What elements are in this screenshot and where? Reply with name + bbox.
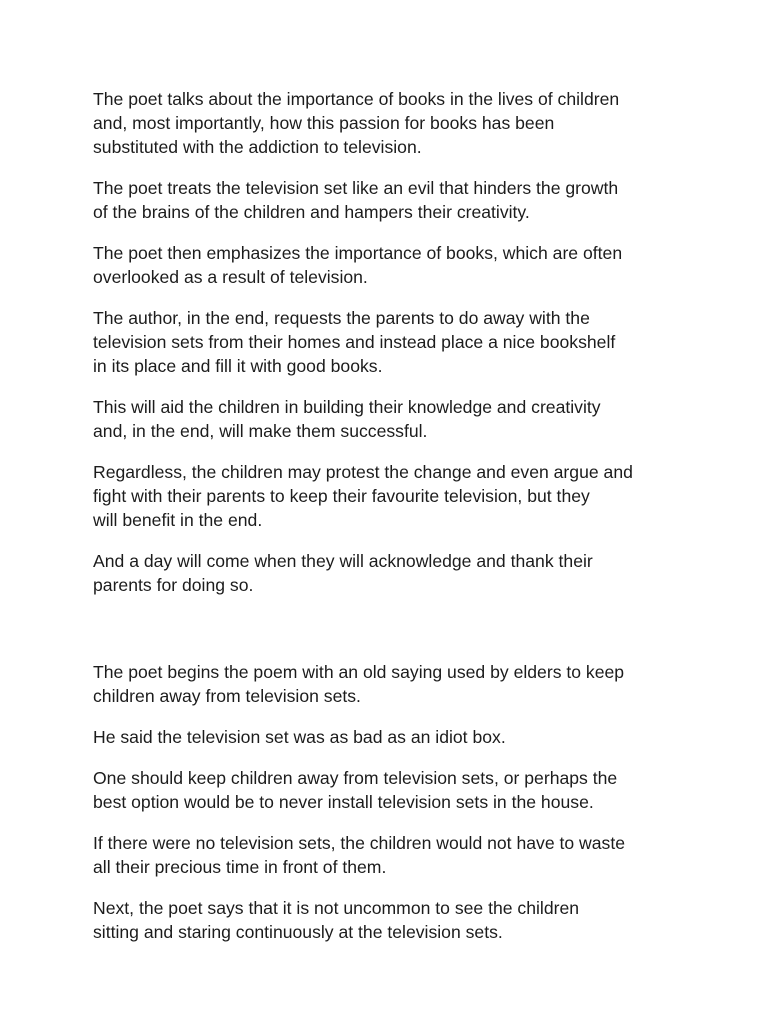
paragraph: The poet treats the television set like an evil that hinders the growth of the brains of the children and hampers their creativity. (93, 178, 619, 222)
paragraph: This will aid the children in building their knowledge and creativity and, in the end, will make them successful. (93, 397, 601, 441)
document-body (93, 87, 693, 961)
paragraph: Next, the poet says that it is not uncommon to see the children sitting and staring continuously at the television sets. (93, 898, 580, 942)
section-summary (93, 87, 693, 597)
paragraph: If there were no television sets, the children would not have to waste all their precious time in front of them. (93, 833, 626, 877)
section-explanation (93, 660, 693, 944)
section-spacer (93, 614, 693, 660)
paragraph: One should keep children away from television sets, or perhaps the best option would be to never install television sets in the house. (93, 768, 618, 812)
paragraph: Regardless, the children may protest the change and even argue and fight with their parents to keep their favourite television, but they will benefit in the end. (93, 462, 633, 530)
paragraph: He said the television set was as bad as an idiot box. (93, 727, 506, 747)
paragraph: And a day will come when they will acknowledge and thank their parents for doing so. (93, 551, 593, 595)
paragraph: The poet then emphasizes the importance of books, which are often overlooked as a result of television. (93, 243, 623, 287)
paragraph: The poet begins the poem with an old saying used by elders to keep children away from television sets. (93, 662, 625, 706)
paragraph: The author, in the end, requests the parents to do away with the television sets from their homes and instead place a nice bookshelf in its place and fill it with good books. (93, 308, 616, 376)
paragraph: The poet talks about the importance of books in the lives of children and, most importantly, how this passion for books has been substituted with the addiction to television. (93, 89, 620, 157)
